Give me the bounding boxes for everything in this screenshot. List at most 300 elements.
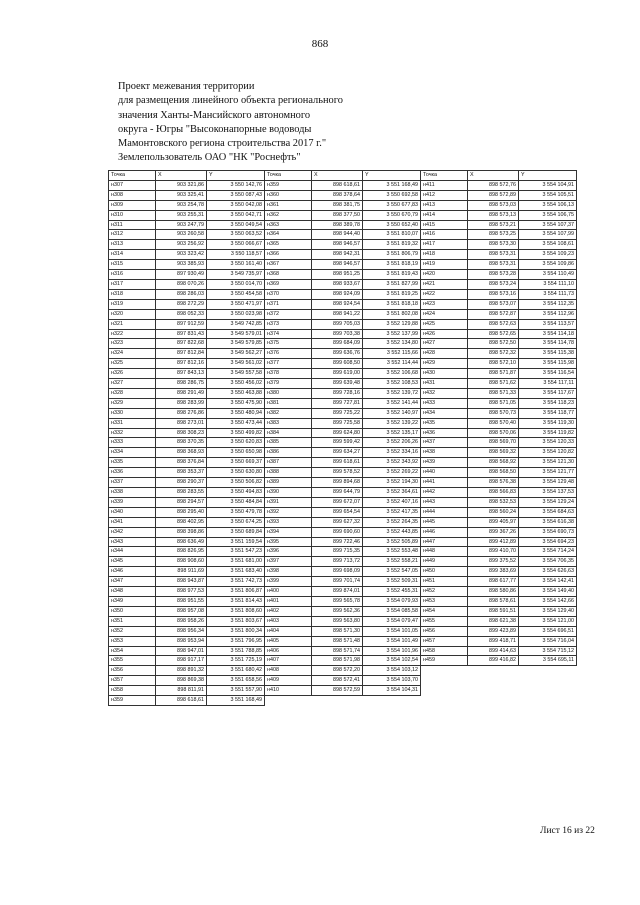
y-coordinate-cell: 3 554 121,77	[519, 468, 577, 478]
point-id-cell: н428	[421, 349, 468, 359]
y-coordinate-cell: 3 552 547,05	[363, 567, 421, 577]
x-coordinate-cell: 897 812,84	[156, 349, 207, 359]
y-coordinate-cell: 3 554 120,33	[519, 438, 577, 448]
y-coordinate-cell: 3 551 742,73	[207, 577, 265, 587]
x-coordinate-cell: 898 286,75	[156, 379, 207, 389]
y-coordinate-cell: 3 550 499,82	[207, 428, 265, 438]
y-coordinate-cell: 3 552 343,92	[363, 458, 421, 468]
x-coordinate-cell: 899 608,50	[312, 359, 363, 369]
x-coordinate-cell: 899 599,42	[312, 438, 363, 448]
empty-cell	[468, 696, 519, 706]
point-id-cell: н358	[109, 686, 156, 696]
x-coordinate-cell: 898 572,87	[468, 309, 519, 319]
x-coordinate-cell: 898 578,61	[468, 596, 519, 606]
point-id-cell: н453	[421, 596, 468, 606]
point-id-cell: н354	[109, 646, 156, 656]
x-coordinate-cell: 899 636,76	[312, 349, 363, 359]
point-id-cell: н371	[265, 299, 312, 309]
x-coordinate-cell: 898 908,60	[156, 557, 207, 567]
point-id-cell: н436	[421, 428, 468, 438]
point-id-cell: н321	[109, 319, 156, 329]
x-coordinate-cell: 898 957,08	[156, 606, 207, 616]
page-number: 868	[311, 38, 329, 50]
y-coordinate-cell: 3 551 819,43	[363, 270, 421, 280]
point-id-cell: н390	[265, 488, 312, 498]
y-coordinate-cell: 3 554 085,58	[363, 606, 421, 616]
x-coordinate-cell: 898 942,31	[312, 250, 363, 260]
x-coordinate-cell: 899 562,36	[312, 606, 363, 616]
point-id-cell: н310	[109, 210, 156, 220]
y-coordinate-cell: 3 552 443,85	[363, 527, 421, 537]
point-id-cell: н396	[265, 547, 312, 557]
table-row	[109, 527, 577, 537]
x-coordinate-cell: 899 416,82	[468, 656, 519, 666]
x-coordinate-cell: 899 410,70	[468, 547, 519, 557]
empty-cell	[421, 686, 468, 696]
y-coordinate-cell: 3 554 142,66	[519, 596, 577, 606]
point-id-cell: н351	[109, 616, 156, 626]
point-id-cell: н369	[265, 279, 312, 289]
point-id-cell: н353	[109, 636, 156, 646]
x-coordinate-cell: 898 572,20	[312, 666, 363, 676]
x-coordinate-cell: 898 560,24	[468, 507, 519, 517]
point-id-cell: н338	[109, 488, 156, 498]
y-coordinate-cell: 3 552 139,22	[363, 418, 421, 428]
y-coordinate-cell: 3 550 669,37	[207, 458, 265, 468]
point-id-cell: н424	[421, 309, 468, 319]
x-coordinate-cell: 898 946,57	[312, 260, 363, 270]
x-coordinate-cell: 898 571,33	[468, 388, 519, 398]
x-coordinate-cell: 898 943,87	[156, 577, 207, 587]
x-coordinate-cell: 899 722,46	[312, 537, 363, 547]
y-coordinate-cell: 3 552 108,53	[363, 379, 421, 389]
x-coordinate-cell: 898 272,29	[156, 299, 207, 309]
x-coordinate-cell: 898 911,69	[156, 567, 207, 577]
y-coordinate-cell: 3 552 194,30	[363, 478, 421, 488]
point-id-cell: н447	[421, 537, 468, 547]
point-id-cell: н361	[265, 200, 312, 210]
point-id-cell: н364	[265, 230, 312, 240]
table-row	[109, 339, 577, 349]
x-coordinate-cell: 898 933,67	[312, 279, 363, 289]
x-coordinate-cell: 898 924,54	[312, 299, 363, 309]
point-id-cell: н405	[265, 636, 312, 646]
x-coordinate-cell: 899 618,61	[312, 458, 363, 468]
y-coordinate-cell: 3 554 715,12	[519, 646, 577, 656]
x-coordinate-cell: 899 684,09	[312, 339, 363, 349]
table-row	[109, 468, 577, 478]
y-coordinate-cell: 3 551 159,54	[207, 537, 265, 547]
x-coordinate-cell: 899 375,52	[468, 557, 519, 567]
point-id-cell: н439	[421, 458, 468, 468]
point-id-cell: н333	[109, 438, 156, 448]
point-id-cell: н457	[421, 636, 468, 646]
point-id-cell: н438	[421, 448, 468, 458]
x-coordinate-cell: 897 831,43	[156, 329, 207, 339]
y-coordinate-cell: 3 552 115,66	[363, 349, 421, 359]
y-coordinate-cell: 3 549 579,01	[207, 329, 265, 339]
point-id-cell: н363	[265, 220, 312, 230]
point-id-cell: н449	[421, 557, 468, 567]
empty-cell	[519, 696, 577, 706]
x-coordinate-cell: 898 568,50	[468, 468, 519, 478]
y-coordinate-cell: 3 554 142,41	[519, 577, 577, 587]
point-id-cell: н459	[421, 656, 468, 666]
point-id-cell: н441	[421, 478, 468, 488]
x-coordinate-cell: 897 930,49	[156, 270, 207, 280]
point-id-cell: н392	[265, 507, 312, 517]
y-coordinate-cell: 3 551 818,19	[363, 260, 421, 270]
y-coordinate-cell: 3 552 509,31	[363, 577, 421, 587]
y-coordinate-cell: 3 550 479,78	[207, 507, 265, 517]
table-row	[109, 587, 577, 597]
y-coordinate-cell: 3 551 814,43	[207, 596, 265, 606]
y-coordinate-cell: 3 550 161,40	[207, 260, 265, 270]
table-row	[109, 379, 577, 389]
y-coordinate-cell: 3 552 140,97	[363, 408, 421, 418]
y-coordinate-cell: 3 550 506,82	[207, 478, 265, 488]
x-coordinate-cell: 898 572,89	[468, 190, 519, 200]
point-id-cell: н455	[421, 616, 468, 626]
x-coordinate-cell: 898 532,53	[468, 497, 519, 507]
x-coordinate-cell: 897 812,16	[156, 359, 207, 369]
y-coordinate-cell: 3 554 690,73	[519, 527, 577, 537]
x-coordinate-cell: 898 573,07	[468, 299, 519, 309]
table-row	[109, 577, 577, 587]
x-coordinate-cell: 897 843,13	[156, 369, 207, 379]
x-coordinate-cell: 898 376,84	[156, 458, 207, 468]
point-id-cell: н334	[109, 448, 156, 458]
y-coordinate-cell: 3 552 455,31	[363, 587, 421, 597]
y-coordinate-cell: 3 551 800,34	[207, 626, 265, 636]
point-id-cell: н317	[109, 279, 156, 289]
point-id-cell: н427	[421, 339, 468, 349]
y-coordinate-cell: 3 554 149,40	[519, 587, 577, 597]
y-coordinate-cell: 3 549 561,02	[207, 359, 265, 369]
point-id-cell: н349	[109, 596, 156, 606]
point-id-cell: н456	[421, 626, 468, 636]
point-id-cell: н322	[109, 329, 156, 339]
y-coordinate-cell: 3 554 107,99	[519, 230, 577, 240]
point-id-cell: н313	[109, 240, 156, 250]
point-id-cell: н381	[265, 398, 312, 408]
point-id-cell: н458	[421, 646, 468, 656]
y-coordinate-cell: 3 554 706,35	[519, 557, 577, 567]
header-line: для размещения линейного объекта регионального	[118, 95, 343, 107]
x-coordinate-cell: 898 947,01	[156, 646, 207, 656]
point-id-cell: н387	[265, 458, 312, 468]
point-id-cell: н337	[109, 478, 156, 488]
x-coordinate-cell: 898 572,41	[312, 676, 363, 686]
x-coordinate-cell: 898 573,28	[468, 270, 519, 280]
x-coordinate-cell: 898 591,51	[468, 606, 519, 616]
point-id-cell: н311	[109, 220, 156, 230]
x-coordinate-cell: 903 247,79	[156, 220, 207, 230]
y-coordinate-cell: 3 550 063,52	[207, 230, 265, 240]
point-id-cell: н345	[109, 557, 156, 567]
y-coordinate-cell: 3 550 023,98	[207, 309, 265, 319]
y-coordinate-cell: 3 551 557,90	[207, 686, 265, 696]
y-coordinate-cell: 3 550 454,58	[207, 289, 265, 299]
x-coordinate-cell: 903 256,92	[156, 240, 207, 250]
y-coordinate-cell: 3 554 114,78	[519, 339, 577, 349]
point-id-cell: н378	[265, 369, 312, 379]
point-id-cell: н329	[109, 398, 156, 408]
y-coordinate-cell: 3 554 079,47	[363, 616, 421, 626]
x-coordinate-cell: 903 255,31	[156, 210, 207, 220]
point-id-cell: н335	[109, 458, 156, 468]
header-x: X	[468, 171, 519, 181]
x-coordinate-cell: 899 705,03	[312, 319, 363, 329]
point-id-cell: н445	[421, 517, 468, 527]
y-coordinate-cell: 3 551 168,49	[207, 696, 265, 706]
point-id-cell: н342	[109, 527, 156, 537]
y-coordinate-cell: 3 554 079,93	[363, 596, 421, 606]
point-id-cell: н414	[421, 210, 468, 220]
point-id-cell: н312	[109, 230, 156, 240]
y-coordinate-cell: 3 552 553,48	[363, 547, 421, 557]
x-coordinate-cell: 898 381,75	[312, 200, 363, 210]
x-coordinate-cell: 903 254,78	[156, 200, 207, 210]
x-coordinate-cell: 898 571,98	[312, 656, 363, 666]
point-id-cell: н423	[421, 299, 468, 309]
point-id-cell: н307	[109, 180, 156, 190]
y-coordinate-cell: 3 550 142,76	[207, 180, 265, 190]
y-coordinate-cell: 3 554 115,98	[519, 359, 577, 369]
header-line: Проект межевания территории	[118, 81, 255, 92]
header-point: Точка	[109, 171, 156, 181]
x-coordinate-cell: 899 713,72	[312, 557, 363, 567]
point-id-cell: н411	[421, 180, 468, 190]
x-coordinate-cell: 898 571,62	[468, 379, 519, 389]
y-coordinate-cell: 3 550 484,84	[207, 497, 265, 507]
y-coordinate-cell: 3 550 650,98	[207, 448, 265, 458]
x-coordinate-cell: 898 402,95	[156, 517, 207, 527]
x-coordinate-cell: 898 580,86	[468, 587, 519, 597]
header-line: Землепользователь ОАО "НК "Роснефть"	[118, 152, 301, 164]
y-coordinate-cell: 3 551 681,00	[207, 557, 265, 567]
x-coordinate-cell: 898 569,70	[468, 438, 519, 448]
y-coordinate-cell: 3 549 735,97	[207, 270, 265, 280]
point-id-cell: н399	[265, 577, 312, 587]
point-id-cell: н429	[421, 359, 468, 369]
x-coordinate-cell: 899 412,89	[468, 537, 519, 547]
header-line: Мамонтовского региона строительства 2017 г."	[118, 138, 327, 150]
y-coordinate-cell: 3 552 558,21	[363, 557, 421, 567]
y-coordinate-cell: 3 554 106,75	[519, 210, 577, 220]
point-id-cell: н373	[265, 319, 312, 329]
x-coordinate-cell: 898 308,23	[156, 428, 207, 438]
x-coordinate-cell: 899 367,26	[468, 527, 519, 537]
point-id-cell: н350	[109, 606, 156, 616]
x-coordinate-cell: 899 727,81	[312, 398, 363, 408]
x-coordinate-cell: 898 573,31	[468, 260, 519, 270]
table-row	[109, 180, 577, 190]
empty-cell	[312, 696, 363, 706]
point-id-cell: н374	[265, 329, 312, 339]
y-coordinate-cell: 3 554 106,13	[519, 200, 577, 210]
point-id-cell: н383	[265, 418, 312, 428]
table-row	[109, 349, 577, 359]
point-id-cell: н388	[265, 468, 312, 478]
y-coordinate-cell: 3 554 626,63	[519, 567, 577, 577]
x-coordinate-cell: 898 576,38	[468, 478, 519, 488]
x-coordinate-cell: 899 383,69	[468, 567, 519, 577]
point-id-cell: н336	[109, 468, 156, 478]
x-coordinate-cell: 898 570,06	[468, 428, 519, 438]
y-coordinate-cell: 3 554 694,23	[519, 537, 577, 547]
point-id-cell: н343	[109, 537, 156, 547]
y-coordinate-cell: 3 550 674,25	[207, 517, 265, 527]
y-coordinate-cell: 3 551 683,40	[207, 567, 265, 577]
x-coordinate-cell: 898 378,64	[312, 190, 363, 200]
x-coordinate-cell: 899 715,35	[312, 547, 363, 557]
x-coordinate-cell: 898 276,86	[156, 408, 207, 418]
point-id-cell: н314	[109, 250, 156, 260]
table-row	[109, 329, 577, 339]
point-id-cell: н432	[421, 388, 468, 398]
x-coordinate-cell: 898 568,92	[468, 458, 519, 468]
point-id-cell: н316	[109, 270, 156, 280]
y-coordinate-cell: 3 554 101,96	[363, 646, 421, 656]
y-coordinate-cell: 3 554 696,51	[519, 626, 577, 636]
x-coordinate-cell: 898 571,05	[468, 398, 519, 408]
x-coordinate-cell: 898 573,30	[468, 240, 519, 250]
x-coordinate-cell: 898 573,16	[468, 289, 519, 299]
point-id-cell: н359	[109, 696, 156, 706]
y-coordinate-cell: 3 550 689,84	[207, 527, 265, 537]
point-id-cell: н402	[265, 606, 312, 616]
y-coordinate-cell: 3 551 680,42	[207, 666, 265, 676]
x-coordinate-cell: 898 571,30	[312, 626, 363, 636]
y-coordinate-cell: 3 549 562,27	[207, 349, 265, 359]
x-coordinate-cell: 898 956,34	[156, 626, 207, 636]
x-coordinate-cell: 899 644,79	[312, 488, 363, 498]
x-coordinate-cell: 899 418,71	[468, 636, 519, 646]
point-id-cell: н444	[421, 507, 468, 517]
x-coordinate-cell: 898 924,09	[312, 289, 363, 299]
table-row	[109, 666, 577, 676]
point-id-cell: н324	[109, 349, 156, 359]
point-id-cell: н417	[421, 240, 468, 250]
point-id-cell: н315	[109, 260, 156, 270]
point-id-cell: н450	[421, 567, 468, 577]
document-header	[118, 80, 478, 166]
table-row	[109, 686, 577, 696]
empty-cell	[519, 686, 577, 696]
y-coordinate-cell: 3 551 802,08	[363, 309, 421, 319]
x-coordinate-cell: 898 573,25	[468, 230, 519, 240]
y-coordinate-cell: 3 554 104,31	[363, 686, 421, 696]
empty-cell	[421, 696, 468, 706]
x-coordinate-cell: 898 370,35	[156, 438, 207, 448]
y-coordinate-cell: 3 551 796,95	[207, 636, 265, 646]
y-coordinate-cell: 3 554 120,82	[519, 448, 577, 458]
x-coordinate-cell: 898 571,48	[312, 636, 363, 646]
y-coordinate-cell: 3 554 104,91	[519, 180, 577, 190]
table-row	[109, 557, 577, 567]
coordinates-table	[108, 170, 577, 706]
table-row	[109, 616, 577, 626]
y-coordinate-cell: 3 552 135,17	[363, 428, 421, 438]
table-row	[109, 517, 577, 527]
y-coordinate-cell: 3 554 102,54	[363, 656, 421, 666]
point-id-cell: н355	[109, 656, 156, 666]
point-id-cell: н443	[421, 497, 468, 507]
y-coordinate-cell: 3 554 108,61	[519, 240, 577, 250]
y-coordinate-cell: 3 554 110,49	[519, 270, 577, 280]
y-coordinate-cell: 3 554 109,23	[519, 250, 577, 260]
table-row	[109, 537, 577, 547]
point-id-cell: н367	[265, 260, 312, 270]
y-coordinate-cell: 3 554 101,49	[363, 636, 421, 646]
table-row	[109, 388, 577, 398]
x-coordinate-cell: 898 573,31	[468, 250, 519, 260]
header-point: Точка	[265, 171, 312, 181]
point-id-cell: н454	[421, 606, 468, 616]
table-row	[109, 240, 577, 250]
y-coordinate-cell: 3 554 105,51	[519, 190, 577, 200]
y-coordinate-cell: 3 554 121,00	[519, 616, 577, 626]
y-coordinate-cell: 3 551 806,79	[363, 250, 421, 260]
point-id-cell: н376	[265, 349, 312, 359]
y-coordinate-cell: 3 554 116,54	[519, 369, 577, 379]
point-id-cell: н397	[265, 557, 312, 567]
y-coordinate-cell: 3 551 827,99	[363, 279, 421, 289]
header-line: значения Ханты-Мансийского автономного	[118, 109, 311, 121]
y-coordinate-cell: 3 554 112,35	[519, 299, 577, 309]
sheet-label: Лист 16 из 22	[540, 826, 595, 836]
table-row	[109, 596, 577, 606]
point-id-cell: н366	[265, 250, 312, 260]
x-coordinate-cell: 899 728,16	[312, 388, 363, 398]
table-row	[109, 547, 577, 557]
empty-cell	[421, 676, 468, 686]
x-coordinate-cell: 903 325,41	[156, 190, 207, 200]
y-coordinate-cell: 3 550 471,97	[207, 299, 265, 309]
point-id-cell: н340	[109, 507, 156, 517]
y-coordinate-cell: 3 554 115,38	[519, 349, 577, 359]
y-coordinate-cell: 3 554 118,77	[519, 408, 577, 418]
x-coordinate-cell: 899 405,97	[468, 517, 519, 527]
y-coordinate-cell: 3 552 417,35	[363, 507, 421, 517]
table-row	[109, 418, 577, 428]
x-coordinate-cell: 899 874,01	[312, 587, 363, 597]
y-coordinate-cell: 3 554 129,48	[519, 478, 577, 488]
y-coordinate-cell: 3 550 620,83	[207, 438, 265, 448]
table-row	[109, 488, 577, 498]
point-id-cell: н309	[109, 200, 156, 210]
y-coordinate-cell: 3 554 103,70	[363, 676, 421, 686]
y-coordinate-cell: 3 552 129,88	[363, 319, 421, 329]
table-row	[109, 260, 577, 270]
x-coordinate-cell: 898 636,49	[156, 537, 207, 547]
x-coordinate-cell: 898 572,59	[312, 686, 363, 696]
point-id-cell: н434	[421, 408, 468, 418]
y-coordinate-cell: 3 554 103,12	[363, 666, 421, 676]
y-coordinate-cell: 3 549 742,85	[207, 319, 265, 329]
x-coordinate-cell: 898 569,32	[468, 448, 519, 458]
point-id-cell: н326	[109, 369, 156, 379]
y-coordinate-cell: 3 554 121,30	[519, 458, 577, 468]
x-coordinate-cell: 899 578,52	[312, 468, 363, 478]
table-row	[109, 646, 577, 656]
x-coordinate-cell: 898 953,94	[156, 636, 207, 646]
point-id-cell: н451	[421, 577, 468, 587]
point-id-cell: н348	[109, 587, 156, 597]
point-id-cell: н437	[421, 438, 468, 448]
x-coordinate-cell: 899 627,32	[312, 517, 363, 527]
